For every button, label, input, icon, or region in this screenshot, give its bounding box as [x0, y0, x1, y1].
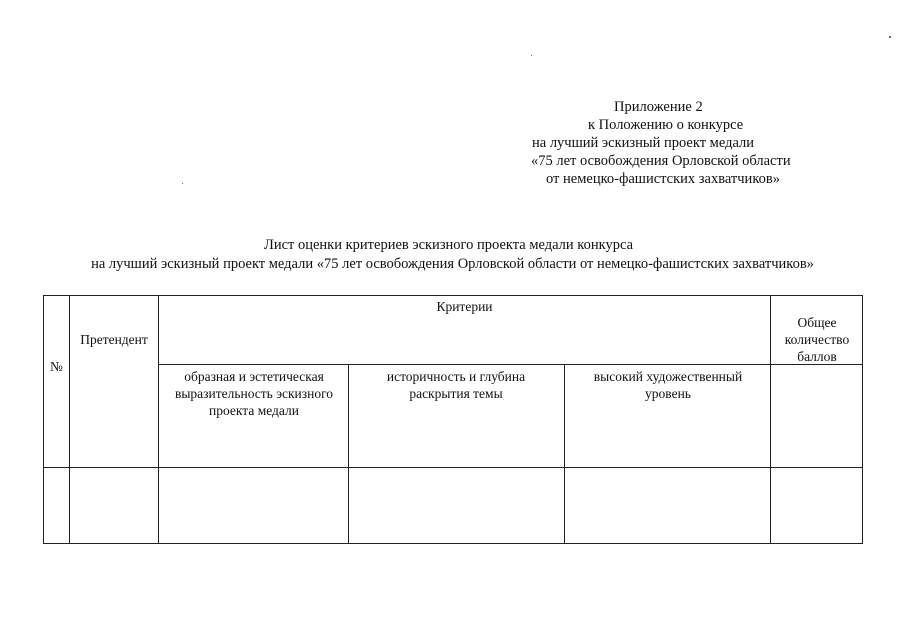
appendix-line-5: от немецко-фашистских захватчиков» [546, 171, 780, 187]
document-subtitle: на лучший эскизный проект медали «75 лет освобождения Орловской области от немецко-фашистских захватчиков» [91, 256, 814, 272]
table-row [44, 468, 862, 543]
scan-speck [531, 55, 532, 56]
criterion-historicity: историчность и глубина раскрытия темы [386, 369, 526, 401]
scan-speck [889, 36, 891, 38]
table-border-top [43, 295, 863, 296]
header-total-score: Общее количество баллов [784, 315, 850, 364]
header-contender: Претендент [80, 332, 148, 347]
appendix-line-4: «75 лет освобождения Орловской области [531, 153, 791, 169]
scan-speck [182, 183, 183, 184]
table-border-right [862, 295, 863, 544]
document-title: Лист оценки критериев эскизного проекта медали конкурса [263, 237, 634, 253]
appendix-line-1: Приложение 2 [614, 99, 703, 115]
criterion-artistic-level: высокий художественный уровень [593, 369, 743, 401]
table-border-bottom [43, 543, 863, 544]
header-number: № [50, 359, 63, 374]
criterion-expressiveness: образная и эстетическая выразительность эскизного проекта медали [174, 369, 334, 418]
header-criteria: Критерии [436, 299, 493, 314]
appendix-line-3: на лучший эскизный проект медали [532, 135, 755, 151]
criteria-divider [158, 364, 863, 365]
appendix-line-2: к Положению о конкурсе [588, 117, 744, 133]
